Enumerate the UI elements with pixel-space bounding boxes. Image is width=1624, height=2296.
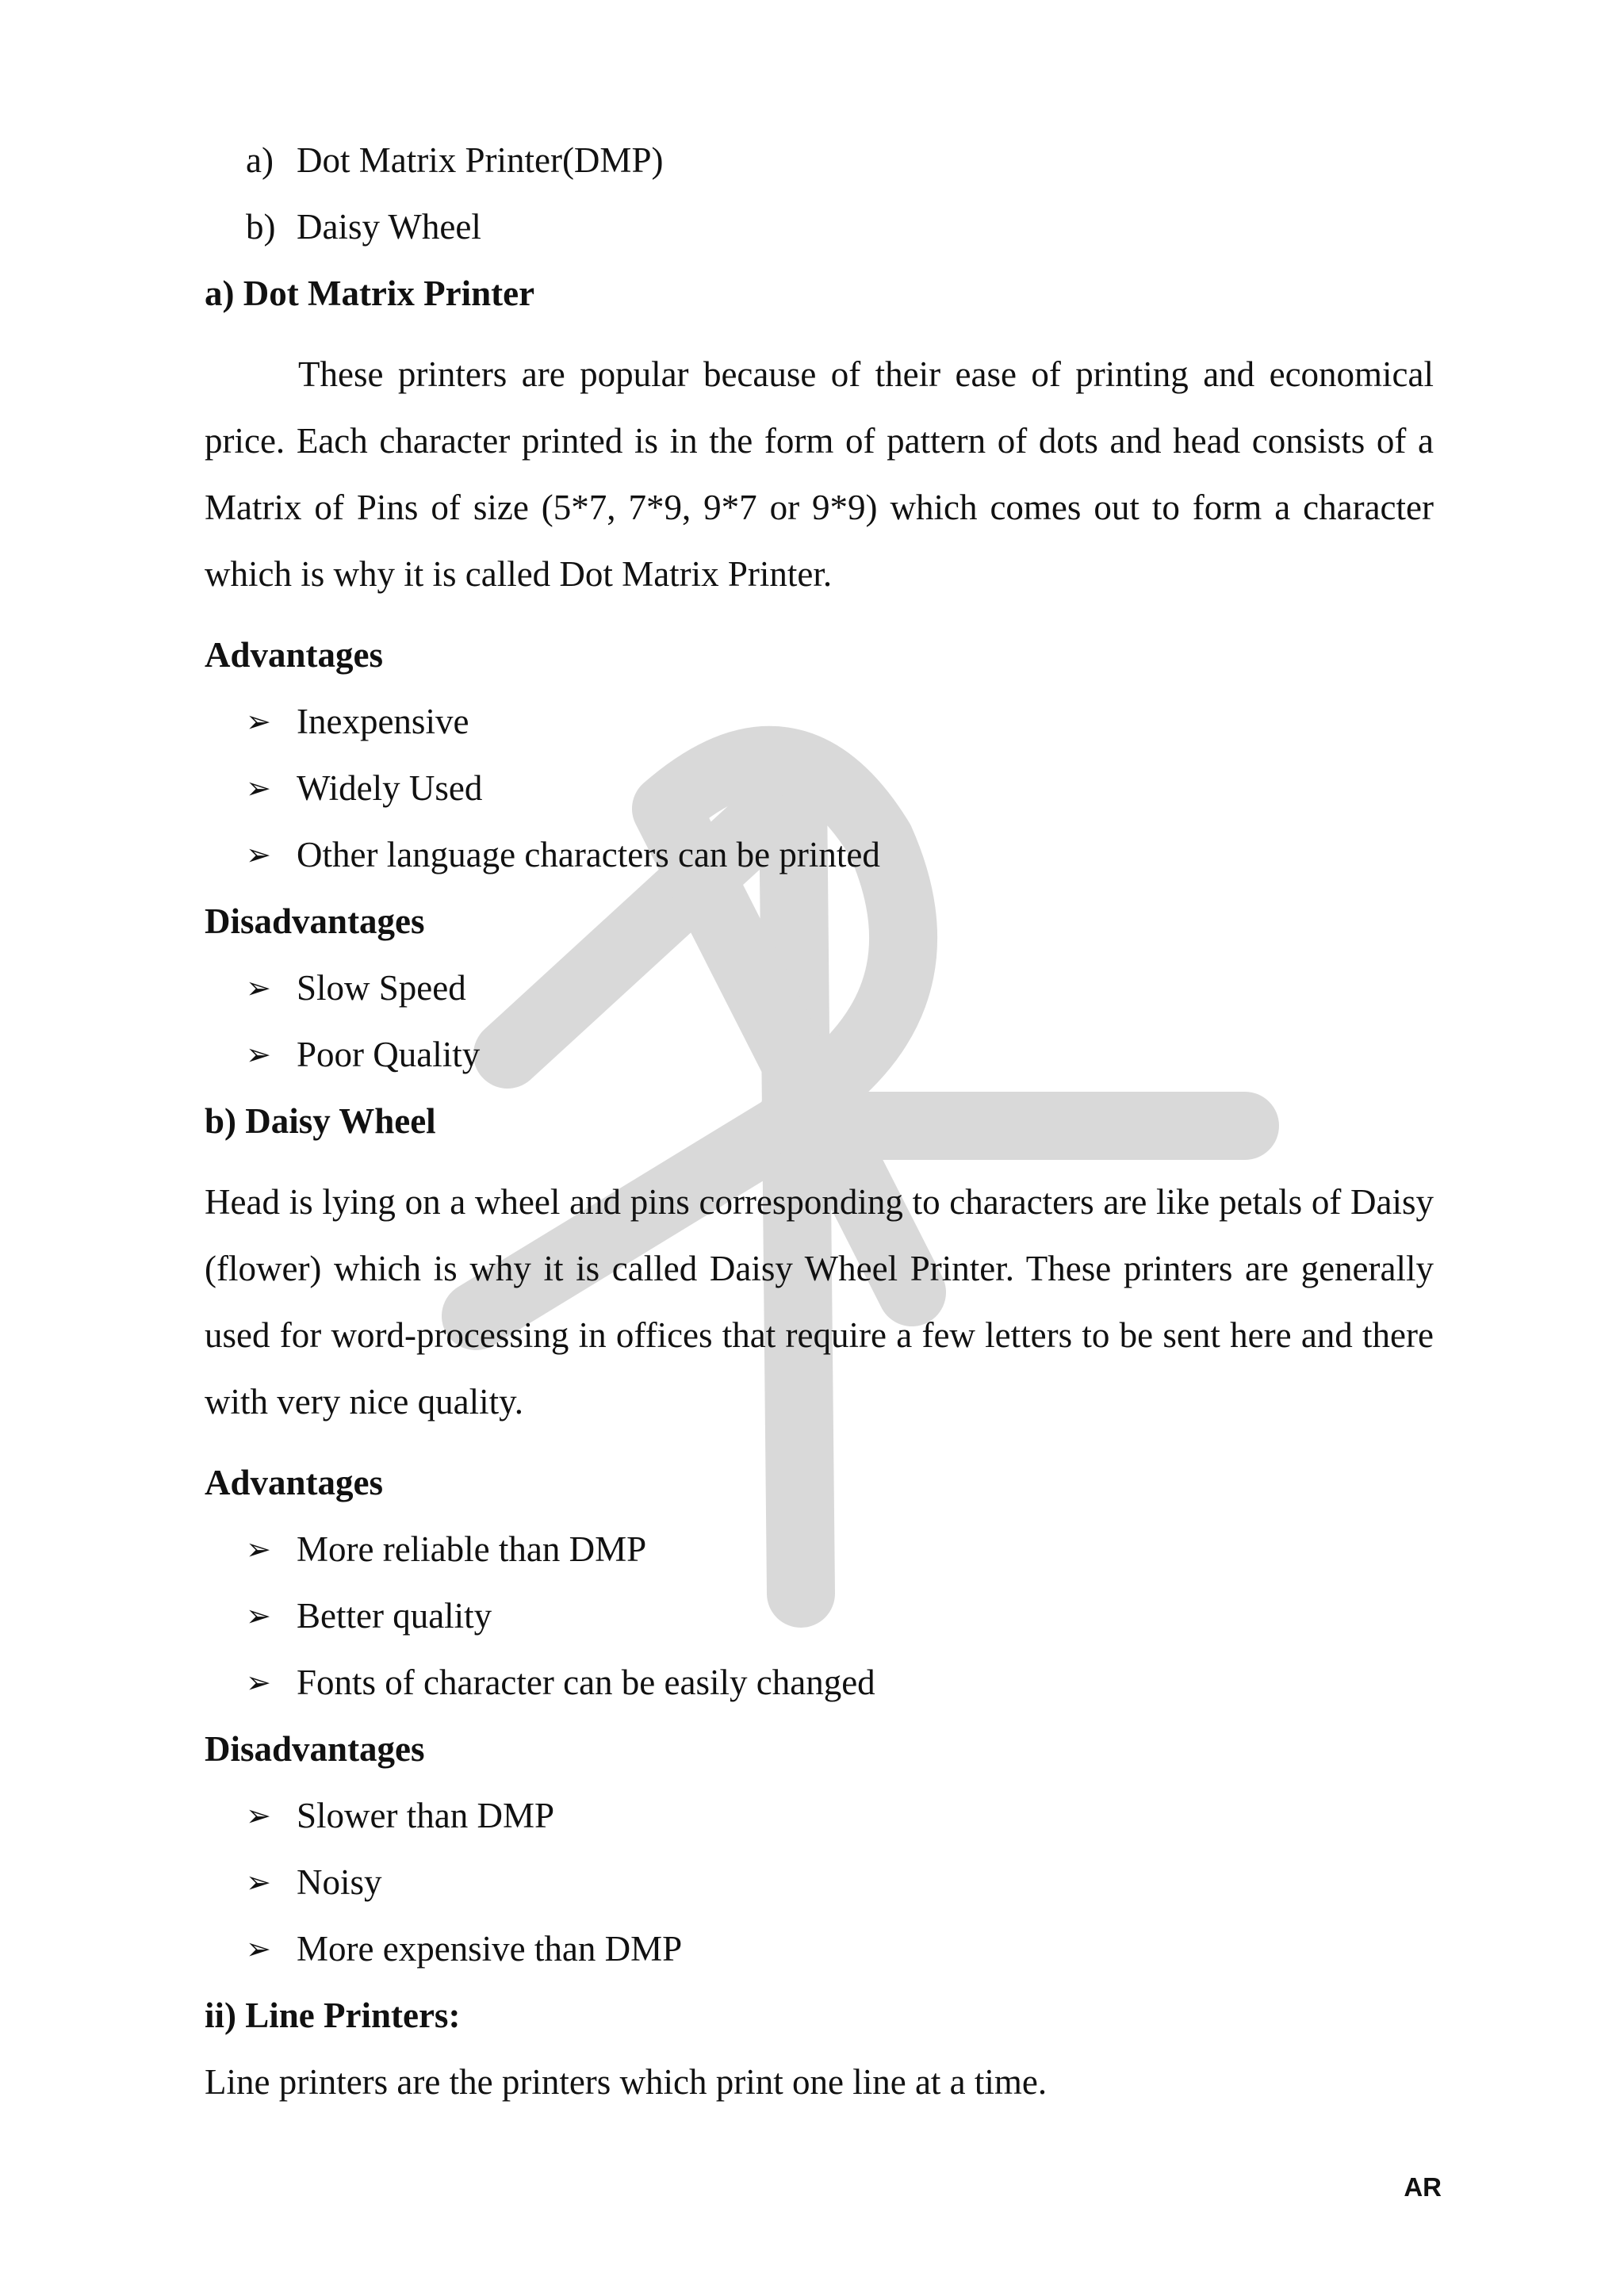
bullet-item — [205, 755, 1434, 821]
bullet-item — [205, 688, 1434, 755]
arrow-bullet-icon: ➢ — [246, 1665, 271, 1700]
bullet-text: More reliable than DMP — [297, 1529, 647, 1569]
list-item — [205, 193, 1434, 260]
disadvantages-heading: Disadvantages — [205, 1729, 425, 1769]
bullet-text: Widely Used — [297, 768, 483, 808]
arrow-bullet-icon: ➢ — [246, 1931, 271, 1966]
list-item — [205, 127, 1434, 193]
bullet-text: Other language characters can be printed — [297, 835, 880, 874]
bullet-item — [205, 821, 1434, 888]
section-heading-dot-matrix: a) Dot Matrix Printer — [205, 274, 535, 313]
bullet-text: More expensive than DMP — [297, 1929, 683, 1969]
footer-mark: AR — [1404, 2172, 1442, 2202]
bullet-text: Inexpensive — [297, 702, 469, 741]
arrow-bullet-icon: ➢ — [246, 1798, 271, 1833]
arrow-bullet-icon: ➢ — [246, 771, 271, 806]
advantages-heading: Advantages — [205, 1463, 384, 1502]
arrow-bullet-icon: ➢ — [246, 704, 271, 739]
bullet-text: Poor Quality — [297, 1035, 481, 1074]
arrow-bullet-icon: ➢ — [246, 1865, 271, 1900]
list-marker: a) — [246, 140, 274, 180]
daisy-wheel-paragraph: Head is lying on a wheel and pins corresponding to characters are like petals of Daisy (flower) which is why it is called Daisy Wheel Printer. These printers are generally used for word-processing in offices that require a few letters to be sent here and there with very nice quality. — [205, 1182, 1434, 1422]
document-body — [205, 127, 1434, 2115]
section-heading-line-printers: ii) Line Printers: — [205, 1996, 461, 2035]
bullet-item — [205, 1021, 1434, 1088]
line-printers-text: Line printers are the printers which print one line at a time. — [205, 2062, 1048, 2102]
bullet-text: Fonts of character can be easily changed — [297, 1663, 875, 1702]
bullet-item — [205, 1782, 1434, 1849]
arrow-bullet-icon: ➢ — [246, 970, 271, 1005]
dot-matrix-paragraph: These printers are popular because of their ease of printing and economical price. Each character printed is in the form of pattern of dots and head consists of a Matrix of Pins of size (5*7, 7*9, 9*7 or 9*9) which comes out to form a character which is why it is called Dot Matrix Printer. — [205, 354, 1434, 594]
bullet-item — [205, 1516, 1434, 1582]
list-marker: b) — [246, 207, 276, 247]
arrow-bullet-icon: ➢ — [246, 1532, 271, 1567]
advantages-heading: Advantages — [205, 635, 384, 675]
arrow-bullet-icon: ➢ — [246, 1598, 271, 1633]
list-item-text: Daisy Wheel — [297, 207, 481, 247]
bullet-text: Better quality — [297, 1596, 492, 1636]
bullet-item — [205, 1915, 1434, 1982]
arrow-bullet-icon: ➢ — [246, 837, 271, 872]
bullet-text: Slower than DMP — [297, 1796, 554, 1835]
bullet-text: Slow Speed — [297, 968, 466, 1008]
list-item-text: Dot Matrix Printer(DMP) — [297, 140, 664, 180]
arrow-bullet-icon: ➢ — [246, 1037, 271, 1072]
bullet-item — [205, 1849, 1434, 1915]
disadvantages-heading: Disadvantages — [205, 901, 425, 941]
section-heading-daisy-wheel: b) Daisy Wheel — [205, 1101, 436, 1141]
bullet-item — [205, 955, 1434, 1021]
bullet-text: Noisy — [297, 1862, 382, 1902]
bullet-item — [205, 1582, 1434, 1649]
bullet-item — [205, 1649, 1434, 1716]
